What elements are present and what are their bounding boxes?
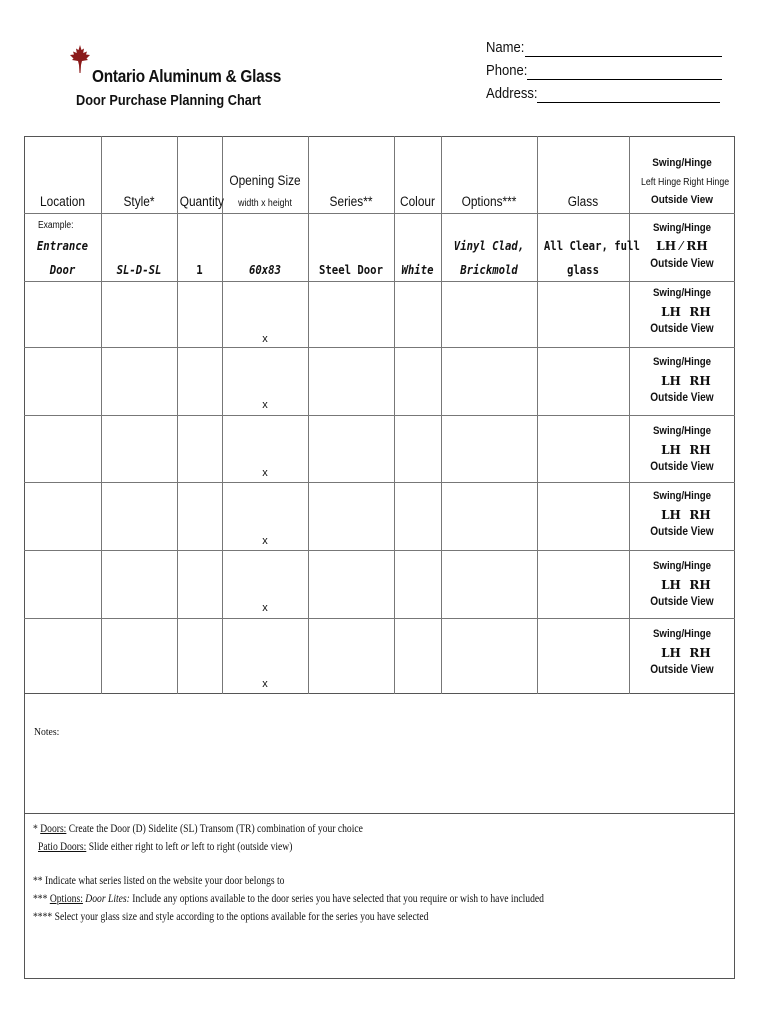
doors-term: Doors: — [40, 823, 67, 835]
patio-or: or — [180, 841, 190, 853]
column-header-opening-size: Opening Size — [229, 173, 301, 188]
example-options-line2: Brickmold — [460, 262, 518, 277]
example-glass-line1: All Clear, full — [543, 238, 640, 253]
example-options-line1: Vinyl Clad, — [453, 238, 525, 253]
example-swing-value: LH ⁄ RH — [656, 239, 708, 253]
outside-view-label: Outside View — [650, 461, 714, 473]
right-hinge-label: Right Hinge — [683, 177, 730, 188]
outside-view-label: Outside View — [650, 664, 714, 676]
swing-hinge-title: Swing/Hinge — [652, 628, 712, 640]
lh-option[interactable]: LH — [661, 578, 681, 592]
footnote-doors — [33, 823, 363, 835]
footnote-glass: **** Select your glass size and style according to the options available for the series you have selected — [33, 911, 429, 923]
column-header-style: Style* — [123, 194, 155, 209]
example-style: SL-D-SL — [116, 262, 162, 277]
lh-option[interactable]: LH — [661, 646, 681, 660]
size-separator: x — [262, 467, 268, 479]
example-swing-title: Swing/Hinge — [652, 222, 712, 234]
patio-term: Patio Doors: — [38, 841, 87, 853]
rh-option[interactable]: RH — [689, 508, 711, 522]
options-term: Options: — [49, 893, 83, 905]
column-header-glass: Glass — [567, 194, 599, 209]
document-title: Door Purchase Planning Chart — [76, 93, 262, 109]
lh-option[interactable]: LH — [661, 443, 681, 457]
size-separator: x — [262, 602, 268, 614]
company-name: Ontario Aluminum & Glass — [92, 66, 282, 86]
row-divider — [24, 550, 735, 551]
row-divider — [24, 281, 735, 282]
example-glass-line2: glass — [566, 262, 599, 277]
options-prefix: *** — [33, 893, 50, 905]
outside-view-label: Outside View — [650, 526, 714, 538]
rh-option[interactable]: RH — [689, 443, 711, 457]
size-separator: x — [262, 678, 268, 690]
size-separator: x — [262, 333, 268, 345]
name-label: Name: — [486, 40, 525, 56]
example-location-line2: Door — [49, 262, 76, 277]
size-separator: x — [262, 535, 268, 547]
column-header-series: Series** — [329, 194, 373, 209]
row-divider — [24, 482, 735, 483]
left-hinge-label: Left Hinge — [640, 177, 682, 188]
maple-leaf-icon — [68, 44, 92, 74]
outside-view-label: Outside View — [650, 596, 714, 608]
notes-label: Notes: — [34, 726, 60, 738]
swing-hinge-title: Swing/Hinge — [652, 287, 712, 299]
row-divider — [24, 213, 735, 214]
rh-option[interactable]: RH — [689, 305, 711, 319]
column-header-options: Options*** — [461, 194, 517, 209]
swing-hinge-title: Swing/Hinge — [652, 356, 712, 368]
outside-view-label: Outside View — [651, 194, 713, 206]
patio-text-b: left to right (outside view) — [189, 841, 293, 853]
rh-option[interactable]: RH — [689, 374, 711, 388]
example-outside-view: Outside View — [650, 258, 714, 270]
rh-option[interactable]: RH — [689, 578, 711, 592]
lh-option[interactable]: LH — [661, 508, 681, 522]
address-field[interactable] — [537, 102, 720, 103]
doors-prefix: * — [33, 823, 41, 835]
name-field[interactable] — [525, 56, 722, 57]
example-opening-size: 60x83 — [248, 262, 281, 277]
options-text: Include any options available to the door series you have selected that you require or wish to have included — [129, 893, 544, 905]
swing-hinge-title: Swing/Hinge — [652, 490, 712, 502]
outside-view-label: Outside View — [650, 323, 714, 335]
example-series: Steel Door — [319, 262, 383, 277]
row-divider — [24, 618, 735, 619]
footnote-patio — [38, 841, 292, 853]
column-header-quantity: Quantity — [179, 194, 224, 209]
lh-option[interactable]: LH — [661, 305, 681, 319]
rh-option[interactable]: RH — [689, 646, 711, 660]
phone-field[interactable] — [527, 79, 722, 80]
phone-label: Phone: — [486, 63, 528, 79]
patio-text-a: Slide either right to left — [86, 841, 181, 853]
doors-text: Create the Door (D) Sidelite (SL) Transom (TR) combination of your choice — [66, 823, 363, 835]
column-header-colour: Colour — [399, 194, 436, 209]
address-label: Address: — [486, 86, 538, 102]
swing-hinge-title: Swing/Hinge — [652, 425, 712, 437]
example-location-line1: Entrance — [36, 238, 89, 253]
row-divider — [24, 347, 735, 348]
row-divider — [24, 415, 735, 416]
lh-option[interactable]: LH — [661, 374, 681, 388]
swing-hinge-title: Swing/Hinge — [652, 560, 712, 572]
door-lites-term: Door Lites: — [85, 893, 130, 905]
example-colour: White — [401, 262, 434, 277]
footnote-series: ** Indicate what series listed on the website your door belongs to — [33, 875, 285, 887]
column-header-location: Location — [40, 194, 85, 209]
column-subheader-width-height: width x height — [238, 198, 292, 209]
column-header-swing-hinge: Swing/Hinge — [652, 157, 712, 169]
size-separator: x — [262, 399, 268, 411]
notes-box[interactable] — [24, 694, 735, 814]
example-label: Example: — [38, 220, 74, 231]
example-quantity: 1 — [196, 262, 203, 277]
outside-view-label: Outside View — [650, 392, 714, 404]
footnote-options — [33, 893, 544, 905]
